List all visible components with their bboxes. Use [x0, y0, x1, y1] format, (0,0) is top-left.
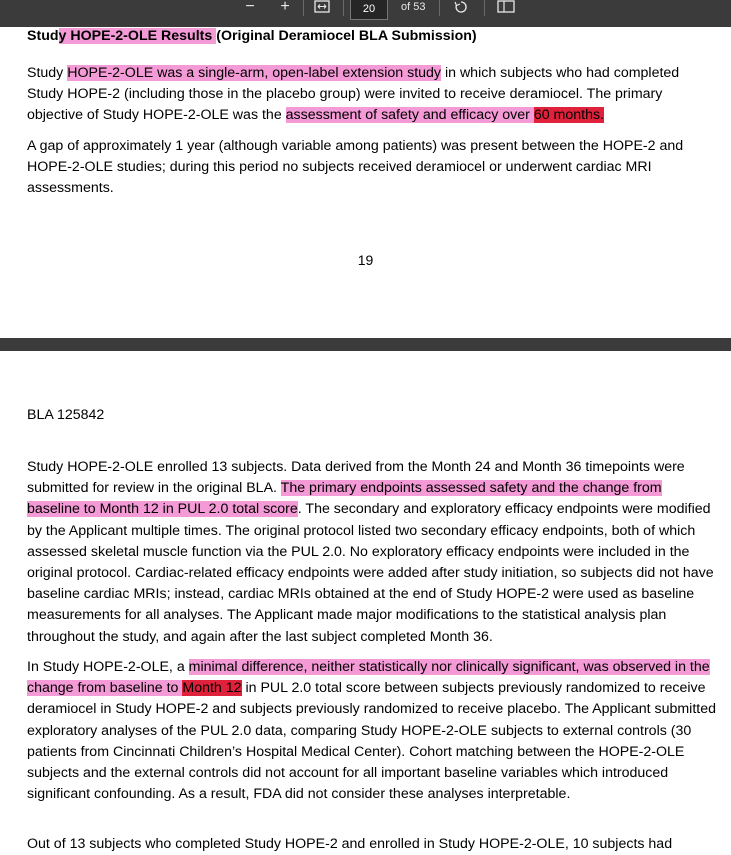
red-highlight: 60 months. [533, 107, 605, 124]
rotate-icon-glyph [453, 0, 469, 14]
page-number-input[interactable]: 20 [350, 0, 388, 20]
page-gap [0, 338, 731, 351]
highlight: minimal difference, neither statistically nor clinically significant, was observed in the change from baseline to [27, 659, 710, 697]
paragraph [27, 63, 717, 127]
page-number: 19 [357, 252, 374, 268]
paragraph [27, 657, 717, 805]
rotate-icon[interactable] [452, 0, 470, 20]
heading-part: Stud [27, 28, 59, 44]
section-heading [27, 26, 717, 47]
text-run: Study [27, 65, 68, 81]
document-header: BLA 125842 [27, 407, 105, 423]
text-run: in which subjects who had completed Study HOPE-2 (including those in the placebo group) were invited to receive deramiocel. The primary objective of Study HOPE-2-OLE was the [27, 65, 680, 124]
toolbar-divider [303, 0, 304, 16]
paragraph [27, 457, 717, 648]
zoom-in-icon[interactable]: + [280, 0, 290, 15]
pdf-toolbar [0, 0, 731, 27]
red-highlight: Month 12 [182, 680, 242, 697]
heading-highlight: y HOPE-2-OLE Results [58, 28, 217, 44]
heading-part: (Original Deramiocel BLA Submission) [216, 28, 477, 44]
paragraph: Out of 13 subjects who completed Study HOPE-2 and enrolled in Study HOPE-2-OLE, 10 subjects had [27, 836, 673, 852]
text-run: In Study HOPE-2-OLE, a [27, 659, 189, 675]
toolbar-divider [484, 0, 485, 16]
highlight: The primary endpoints assessed safety and the change from baseline to Month 12 in PUL 2.0 total score [27, 480, 662, 518]
page-total-label: of 53 [401, 1, 426, 13]
text-run: in PUL 2.0 total score between subjects previously randomized to receive deramiocel in Study HOPE-2 and subjects previously randomized to receive placebo. The Applicant submitted exploratory analyses of the PUL 2.0 data, comparing Study HOPE-2-OLE subjects to external controls (30 patients from Cincinnati Children’s Hospital Medical Center). Cohort matching between the HOPE-2-OLE subjects and the external controls did not account for all important baseline variables which introduced significant confounding. As a result, FDA did not consider these analyses interpretable. [27, 680, 716, 803]
zoom-out-icon[interactable]: − [245, 0, 255, 15]
page-view-icon[interactable] [496, 0, 516, 20]
paragraph: A gap of approximately 1 year (although variable among patients) was present between the HOPE-2 and HOPE-2-OLE studies; during this period no subjects received deramiocel or underwent cardiac MRI assessments. [27, 138, 684, 197]
toolbar-divider [343, 0, 344, 16]
highlight: HOPE-2-OLE was a single-arm, open-label extension study [67, 65, 442, 81]
fit-page-icon[interactable] [313, 0, 331, 20]
toolbar-divider [439, 0, 440, 16]
fit-page-icon-glyph [314, 0, 330, 14]
highlight: assessment of safety and efficacy over [285, 107, 534, 124]
text-run: . The secondary and exploratory efficacy endpoints were modified by the Applicant multiple times. The original protocol listed two secondary efficacy endpoints, both of which assessed skeletal muscle function via the PUL 2.0. No exploratory efficacy endpoints were included in the original protocol. Cardiac-related efficacy endpoints were added after study initiation, so subjects did not have baseline cardiac MRIs; instead, cardiac MRIs obtained at the end of Study HOPE-2 were used as baseline measurements for all analyses. The Applicant made major modifications to the statistical analysis plan throughout the study, and again after the last subject completed Month 36. [27, 501, 714, 645]
text-run: Study HOPE-2-OLE enrolled 13 subjects. Data derived from the Month 24 and Month 36 timepoints were submitted for review in the original BLA. [27, 459, 685, 497]
page-view-icon-glyph [497, 0, 515, 14]
